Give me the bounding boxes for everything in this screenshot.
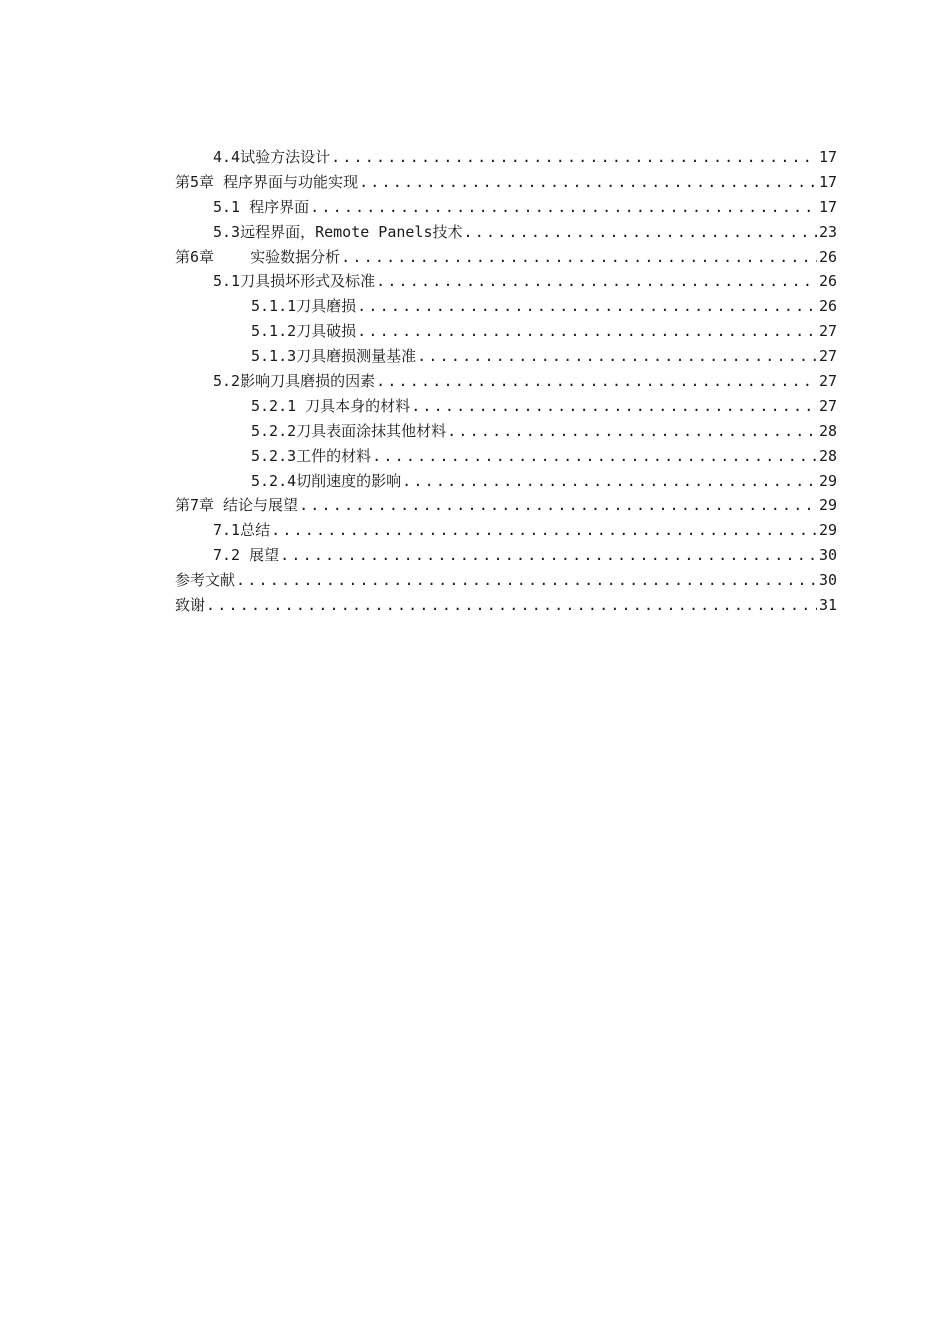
toc-entry-page-number: 31 xyxy=(818,596,837,615)
toc-entry-page-number: 17 xyxy=(818,148,837,166)
toc-entry-title: 5.2影响刀具磨损的因素 xyxy=(213,372,376,391)
toc-dot-leader xyxy=(357,319,817,344)
toc-entry-title: 7.1总结 xyxy=(213,521,271,540)
toc-entry-page-number: 23 xyxy=(818,222,837,241)
toc-entry-title: 4.4试验方法设计 xyxy=(213,148,331,166)
table-of-contents xyxy=(175,145,837,618)
toc-dot-leader xyxy=(402,469,817,494)
toc-entry[interactable] xyxy=(175,170,837,195)
toc-entry[interactable] xyxy=(175,195,837,220)
toc-entry-page-number: 26 xyxy=(818,247,837,266)
toc-dot-leader xyxy=(271,518,817,543)
toc-entry-title: 第6章 实验数据分析 xyxy=(175,247,341,266)
toc-entry-page-number: 17 xyxy=(818,172,837,191)
toc-entry-title: 5.1.2刀具破损 xyxy=(251,322,357,341)
toc-dot-leader xyxy=(299,493,817,518)
toc-entry[interactable] xyxy=(175,145,837,170)
toc-dot-leader xyxy=(280,543,817,568)
toc-entry-title: 第5章 程序界面与功能实现 xyxy=(175,172,359,191)
toc-entry-title: 7.2 展望 xyxy=(213,546,280,565)
toc-entry-title: 5.2.1 刀具本身的材料 xyxy=(251,396,411,415)
toc-entry[interactable] xyxy=(175,593,837,618)
toc-entry-page-number: 26 xyxy=(818,297,837,316)
toc-entry[interactable] xyxy=(175,344,837,369)
toc-entry-page-number: 26 xyxy=(818,272,837,291)
toc-entry-page-number: 17 xyxy=(818,197,837,216)
toc-entry-title: 5.1 程序界面 xyxy=(213,197,310,216)
toc-dot-leader xyxy=(359,170,817,195)
toc-entry-title: 致谢 xyxy=(175,596,206,615)
toc-dot-leader xyxy=(376,369,817,394)
toc-dot-leader xyxy=(206,593,817,618)
toc-entry[interactable] xyxy=(175,469,837,494)
toc-entry-page-number: 30 xyxy=(818,571,837,590)
toc-entry[interactable] xyxy=(175,369,837,394)
toc-entry-title: 5.1.3刀具磨损测量基准 xyxy=(251,347,417,366)
toc-dot-leader xyxy=(331,145,817,170)
toc-entry[interactable] xyxy=(175,543,837,568)
toc-dot-leader xyxy=(411,394,817,419)
toc-dot-leader xyxy=(310,195,817,220)
toc-entry-title: 5.2.3工件的材料 xyxy=(251,446,372,465)
toc-entry-page-number: 29 xyxy=(818,521,837,540)
toc-entry-title: 第7章 结论与展望 xyxy=(175,496,299,515)
toc-entry[interactable] xyxy=(175,245,837,270)
toc-entry[interactable] xyxy=(175,394,837,419)
toc-entry-title: 5.1刀具损坏形式及标准 xyxy=(213,272,376,291)
toc-entry[interactable] xyxy=(175,444,837,469)
toc-entry-page-number: 30 xyxy=(818,546,837,565)
toc-dot-leader xyxy=(417,344,817,369)
toc-entry-page-number: 28 xyxy=(818,446,837,465)
toc-dot-leader xyxy=(357,294,817,319)
toc-entry-page-number: 27 xyxy=(818,396,837,415)
toc-entry[interactable] xyxy=(175,568,837,593)
toc-entry-page-number: 27 xyxy=(818,347,837,366)
toc-entry-title: 参考文献 xyxy=(175,571,236,590)
toc-entry-title: 5.1.1刀具磨损 xyxy=(251,297,357,316)
toc-entry-page-number: 27 xyxy=(818,372,837,391)
toc-dot-leader xyxy=(236,568,817,593)
toc-entry-page-number: 28 xyxy=(818,421,837,440)
toc-entry-title: 5.2.4切削速度的影响 xyxy=(251,471,402,490)
toc-entry[interactable] xyxy=(175,493,837,518)
toc-entry-title: 5.2.2刀具表面涂抹其他材料 xyxy=(251,421,447,440)
toc-entry[interactable] xyxy=(175,319,837,344)
toc-dot-leader xyxy=(464,220,817,245)
toc-entry-page-number: 29 xyxy=(818,471,837,490)
toc-entry[interactable] xyxy=(175,269,837,294)
toc-entry[interactable] xyxy=(175,294,837,319)
toc-entry[interactable] xyxy=(175,518,837,543)
toc-dot-leader xyxy=(372,444,817,469)
toc-entry[interactable] xyxy=(175,419,837,444)
toc-dot-leader xyxy=(376,269,817,294)
toc-entry-page-number: 29 xyxy=(818,496,837,515)
toc-dot-leader xyxy=(341,245,817,270)
toc-entry[interactable] xyxy=(175,220,837,245)
toc-entry-page-number: 27 xyxy=(818,322,837,341)
toc-entry-title: 5.3远程界面，Remote Panels技术 xyxy=(213,222,463,241)
toc-dot-leader xyxy=(447,419,817,444)
